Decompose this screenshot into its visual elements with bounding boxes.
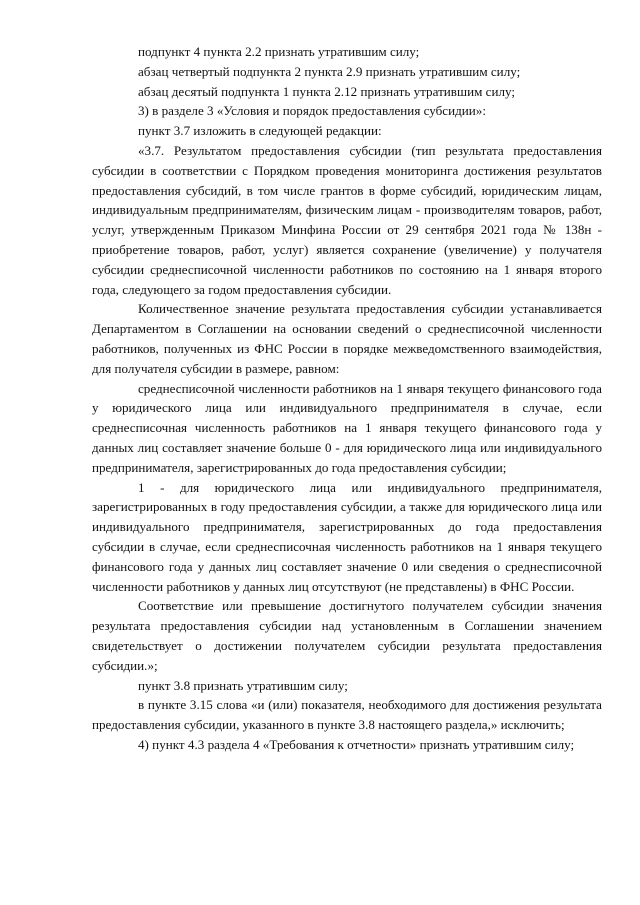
paragraph-section-3: 3) в разделе 3 «Условия и порядок предоставления субсидии»:	[138, 103, 486, 119]
paragraph-subpoint-4-2-2: подпункт 4 пункта 2.2 признать утратившим силу;	[138, 44, 420, 59]
paragraph-point-4-3: 4) пункт 4.3 раздела 4 «Требования к отчетности» признать утратившим силу;	[138, 736, 575, 752]
paragraph-quantitative-value: Количественное значение результата предоставления субсидии устанавливается Департаментом в Соглашении на основании сведений о среднесписочной численности работников, полученных из ФНС России в порядке межведомственного взаимодействия, для получателя субсидии в размере, равном:	[92, 301, 602, 376]
paragraph-average-headcount: среднесписочной численности работников на 1 января текущего финансового года у юридического лица или индивидуального предпринимателя в случае, если среднесписочная численность работников на 1 января текущего финансового года у данных лиц составляет значение больше 0 - для юридического лица или индивидуального предпринимателя, зарегистрированных до года предоставления субсидии;	[92, 380, 602, 475]
paragraph-value-one: 1 - для юридического лица или индивидуального предпринимателя, зарегистрированных в году предоставления субсидии, а также для юридического лица или индивидуального предпринимателя, зарегистрированных до года предоставления субсидии в случае, если среднесписочная численность работников на 1 января текущего финансового года у данных лиц составляет значение 0 или сведения о среднесписочной численности работников у данных лиц отсутствуют (не представлены) в ФНС России.	[92, 479, 602, 594]
paragraph-point-3-7-intro: пункт 3.7 изложить в следующей редакции:	[138, 123, 382, 139]
paragraph-point-3-8: пункт 3.8 признать утратившим силу;	[138, 677, 348, 693]
paragraph-abzac-2-9: абзац четвертый подпункта 2 пункта 2.9 признать утратившим силу;	[138, 63, 521, 79]
paragraph-compliance: Соответствие или превышение достигнутого получателем субсидии значения результата предоставления субсидии над установленным в Соглашении значением свидетельствует о достижении получателем субсидии результата предоставления субсидии.»;	[92, 598, 602, 673]
paragraph-point-3-15: в пункте 3.15 слова «и (или) показателя, необходимого для достижения результата предоставления субсидии, указанного в пункте 3.8 настоящего раздела,» исключить;	[92, 697, 602, 733]
paragraph-point-3-7-text: «3.7. Результатом предоставления субсидии (тип результата предоставления субсидии в соответствии с Порядком проведения мониторинга достижения результатов предоставления субсидий, в том числе грантов в форме субсидий, юридическим лицам, индивидуальным предпринимателям, физическим лицам - производителям товаров, работ, услуг, утвержденным Приказом Минфина России от 29 сентября 2021 года № 138н - приобретение товаров, работ, услуг) является сохранение (увеличение) у получателя субсидии среднесписочной численности работников по состоянию на 1 января второго года, следующего за годом предоставления субсидии.	[92, 142, 602, 297]
paragraph-abzac-2-12: абзац десятый подпункта 1 пункта 2.12 признать утратившим силу;	[138, 83, 516, 99]
